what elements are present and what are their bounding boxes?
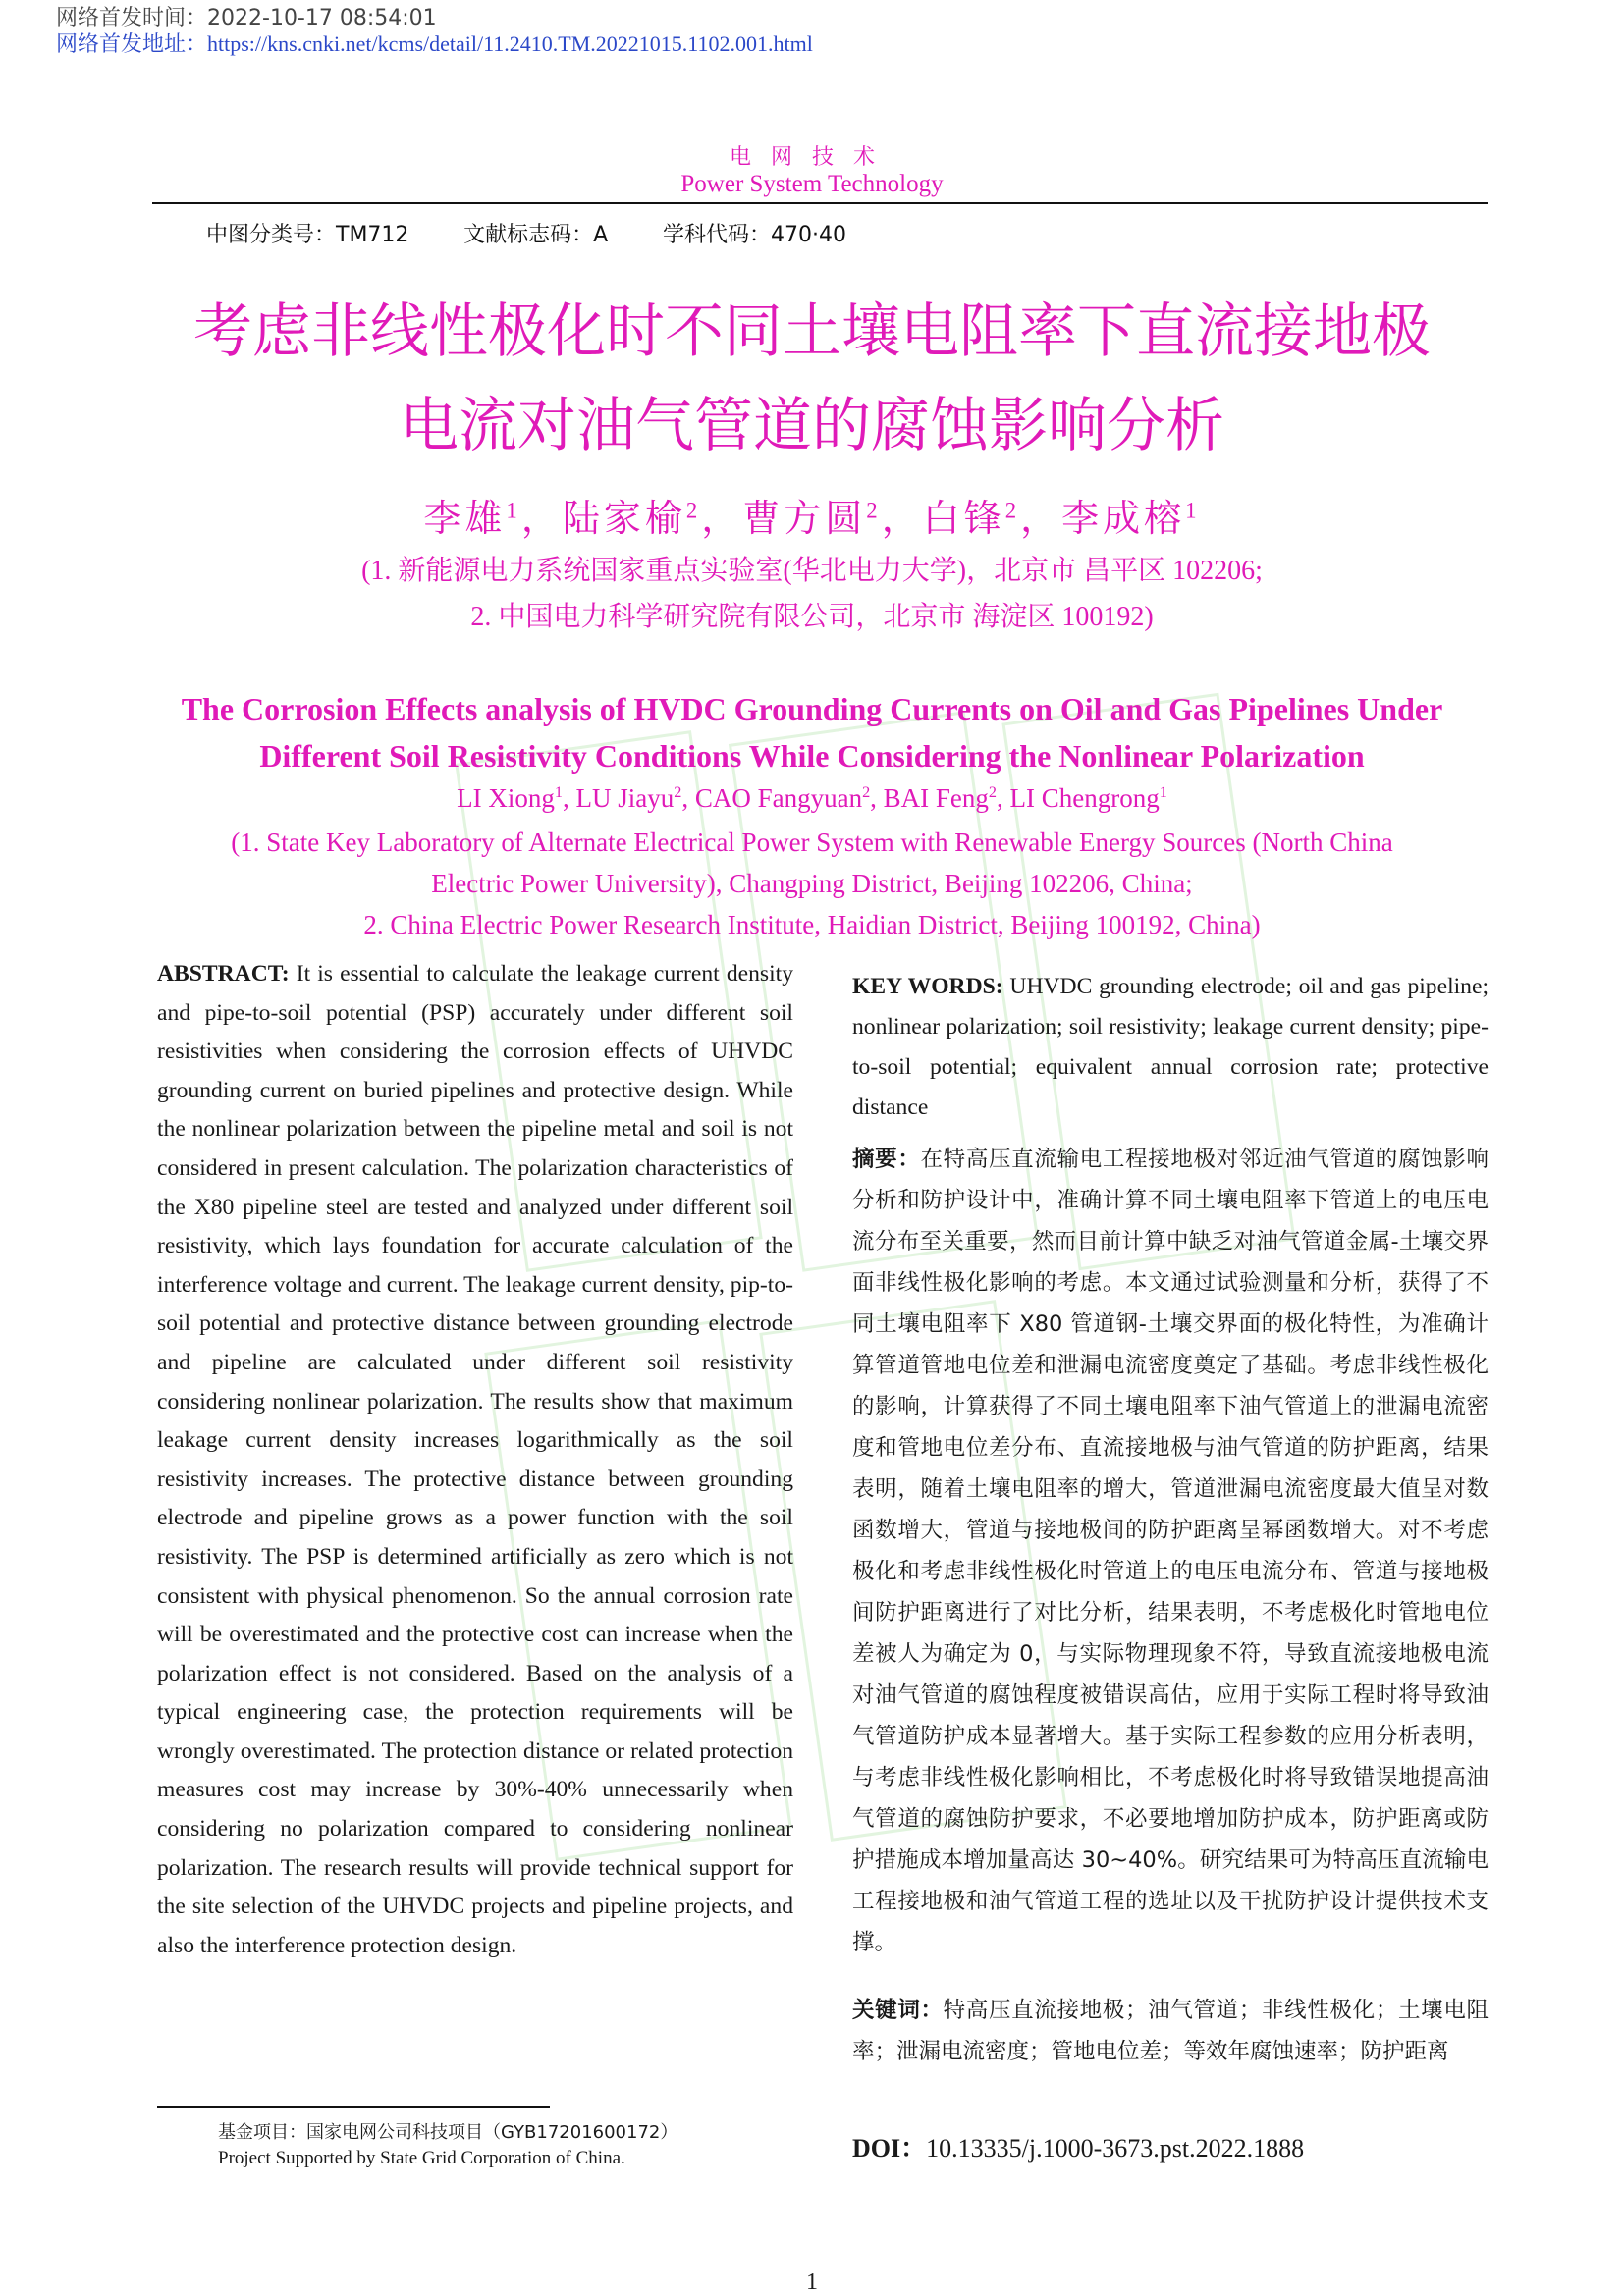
abstract-cn-label: 摘要：: [852, 1147, 921, 1172]
author-cn: 李成榕$^1$: [1061, 498, 1201, 540]
subject-code: 学科代码：470·40: [662, 223, 846, 247]
affiliation-en: [118, 822, 1506, 945]
doi-value[interactable]: 10.13335/j.1000-3673.pst.2022.1888: [926, 2134, 1305, 2163]
doi: [852, 2128, 1304, 2164]
affiliation-cn: [0, 548, 1624, 640]
clc-code: 中图分类号：TM712: [206, 223, 409, 247]
keywords-cn-label: 关键词：: [852, 1998, 944, 2023]
authors-en: LI Xiong$^1$, LU Jiayu$^2$, CAO Fangyuan$^2$, BAI Feng$^2$, LI Chengrong$^1$: [457, 783, 1167, 813]
author-cn: 曹方圆$^2$: [742, 498, 882, 540]
publish-url-link[interactable]: https://kns.cnki.net/kcms/detail/11.2410.TM.20221015.1102.001.html: [207, 31, 813, 56]
classification-line: [206, 218, 895, 248]
author-cn: 陆家榆$^2$: [562, 498, 702, 540]
affiliation-cn-line2: 2. 中国电力科学研究院有限公司，北京市 海淀区 100192): [470, 602, 1154, 632]
authors-cn: 李雄$^1$，陆家榆$^2$，曹方圆$^2$，白锋$^2$，李成榕$^1$: [423, 498, 1201, 540]
author-cn: 李雄$^1$: [423, 498, 521, 540]
title-en-line1: The Corrosion Effects analysis of HVDC Grounding Currents on Oil and Gas Pipelines Under: [181, 691, 1443, 726]
publish-time-label: 网络首发时间：: [56, 6, 208, 30]
author-en: BAI Feng$^2$: [883, 783, 998, 813]
funding-en: Project Supported by State Grid Corporation of China.: [218, 2148, 625, 2168]
keywords-cn-text: 特高压直流接地极；油气管道；非线性极化；土壤电阻率；泄漏电流密度；管地电位差；等效年腐蚀速率；防护距离: [852, 1998, 1489, 2064]
author-cn: 白锋$^2$: [922, 498, 1021, 540]
abstract-cn: [852, 1139, 1489, 1963]
publish-time: [56, 6, 813, 31]
title-cn-line1: 考虑非线性极化时不同土壤电阻率下直流接地极: [193, 297, 1431, 366]
title-cn-line2: 电流对油气管道的腐蚀影响分析: [400, 392, 1224, 460]
affiliation-en-line3: 2. China Electric Power Research Institute, Haidian District, Beijing 100192, China): [363, 910, 1261, 939]
abstract-cn-text: 在特高压直流输电工程接地极对邻近油气管道的腐蚀影响分析和防护设计中，准确计算不同土壤电阻率下管道上的电压电流分布至关重要，然而目前计算中缺乏对油气管道金属-土壤交界面非线性极化影响的考虑。本文通过试验测量和分析，获得了不同土壤电阻率下 X80 管道钢-土壤交界面的极化特性，为准确计算管道管地电位差和泄漏电流密度奠定了基础。考虑非线性极化的影响，计算获得了不同土壤电阻率下油气管道上的泄漏电流密度和管地电位差分布、直流接地极与油气管道的防护距离，结果表明，随着土壤电阻率的增大，管道泄漏电流密度最大值呈对数函数增大，管道与接地极间的防护距离呈幂函数增大。对不考虑极化和考虑非线性极化时管道上的电压电流分布、管道与接地极间防护距离进行了对比分析，结果表明，不考虑极化时管地电位差被人为确定为 0，与实际物理现象不符，导致直流接地极电流对油气管道的腐蚀程度被错误高估，应用于实际工程时将导致油气管道防护成本显著增大。基于实际工程参数的应用分析表明，与考虑非线性极化影响相比，不考虑极化时将导致错误地提高油气管道的腐蚀防护要求，不必要地增加防护成本，防护距离或防护措施成本增加量高达 30~40%。研究结果可为特高压直流输电工程接地极和油气管道工程的选址以及干扰防护设计提供技术支撑。: [852, 1147, 1489, 1955]
abstract-en-text: It is essential to calculate the leakage current density and pipe-to-soil potential (PSP) accurately under different soil resistivities when considering the corrosion effects of UHVDC grounding current on buried pipelines and protective design. While the nonlinear polarization between the pipeline metal and soil is not considered in present calculation. The polarization characteristics of the X80 pipeline steel are tested and analyzed under different soil resistivity, which lays foundation for accurate calculation of the interference voltage and current. The leakage current density, pip-to-soil potential and protective distance between grounding electrode and pipeline are calculated under different soil resistivity considering nonlinear polarization. The results show that maximum leakage current density increases logarithmically as the soil resistivity increases. The protective distance between grounding electrode and pipeline grows as a power function with the soil resistivity. The PSP is determined artificially as zero which is not consistent with physical phenomenon. So the annual corrosion rate will be overestimated and the protective cost can increase when the polarization effect is not considered. Based on the analysis of a typical engineering case, the protection requirements will be wrongly overestimated. The protection distance or related protection measures cost may increase by 30%-40% unnecessarily when considering no polarization compared to considering nonlinear polarization. The research results will provide technical support for the site selection of the UHVDC projects and pipeline projects, and also the interference protection design.: [157, 961, 793, 1958]
abstract-en-label: ABSTRACT:: [157, 961, 290, 987]
journal-name-cn: 电网技术: [729, 144, 894, 169]
document-code: 文献标志码：A: [463, 223, 609, 247]
publish-time-value: 2022-10-17 08:54:01: [207, 6, 437, 30]
author-en: LI Chengrong$^1$: [1009, 783, 1167, 813]
funding-cn: 基金项目：国家电网公司科技项目（GYB17201600172）: [218, 2122, 678, 2143]
title-en-line2: Different Soil Resistivity Conditions While Considering the Nonlinear Polarization: [259, 738, 1365, 774]
funding-note: [218, 2120, 677, 2171]
title-cn: [0, 285, 1624, 473]
keywords-en-text: UHVDC grounding electrode; oil and gas pipeline; nonlinear polarization; soil resistivity; leakage current density; pipe-to-soil potential; equivalent annual corrosion rate; protective distance: [852, 974, 1489, 1120]
publish-url: [56, 31, 813, 58]
publish-url-label: 网络首发地址：: [56, 32, 208, 57]
title-en: [0, 685, 1624, 779]
keywords-en: [852, 967, 1489, 1128]
page-number: 1: [806, 2269, 818, 2295]
affiliation-en-line1: (1. State Key Laboratory of Alternate Electrical Power System with Renewable Energy Sources (North China: [231, 828, 1393, 857]
affiliation-cn-line1: (1. 新能源电力系统国家重点实验室(华北电力大学)，北京市 昌平区 102206;: [361, 556, 1263, 586]
journal-name-en: Power System Technology: [680, 171, 944, 197]
network-publish-info: [56, 6, 813, 58]
author-en: LI Xiong$^1$: [457, 783, 563, 813]
footnote-rule: [157, 2106, 550, 2108]
keywords-en-label: KEY WORDS:: [852, 974, 1003, 999]
affiliation-en-line2: Electric Power University), Changping District, Beijing 102206, China;: [431, 869, 1193, 898]
author-en: LU Jiayu$^2$: [575, 783, 682, 813]
abstract-en: [157, 955, 793, 1965]
keywords-cn: [852, 1990, 1489, 2072]
author-en: CAO Fangyuan$^2$: [694, 783, 871, 813]
header-rule: [152, 202, 1488, 204]
doi-label: DOI：: [852, 2134, 927, 2163]
